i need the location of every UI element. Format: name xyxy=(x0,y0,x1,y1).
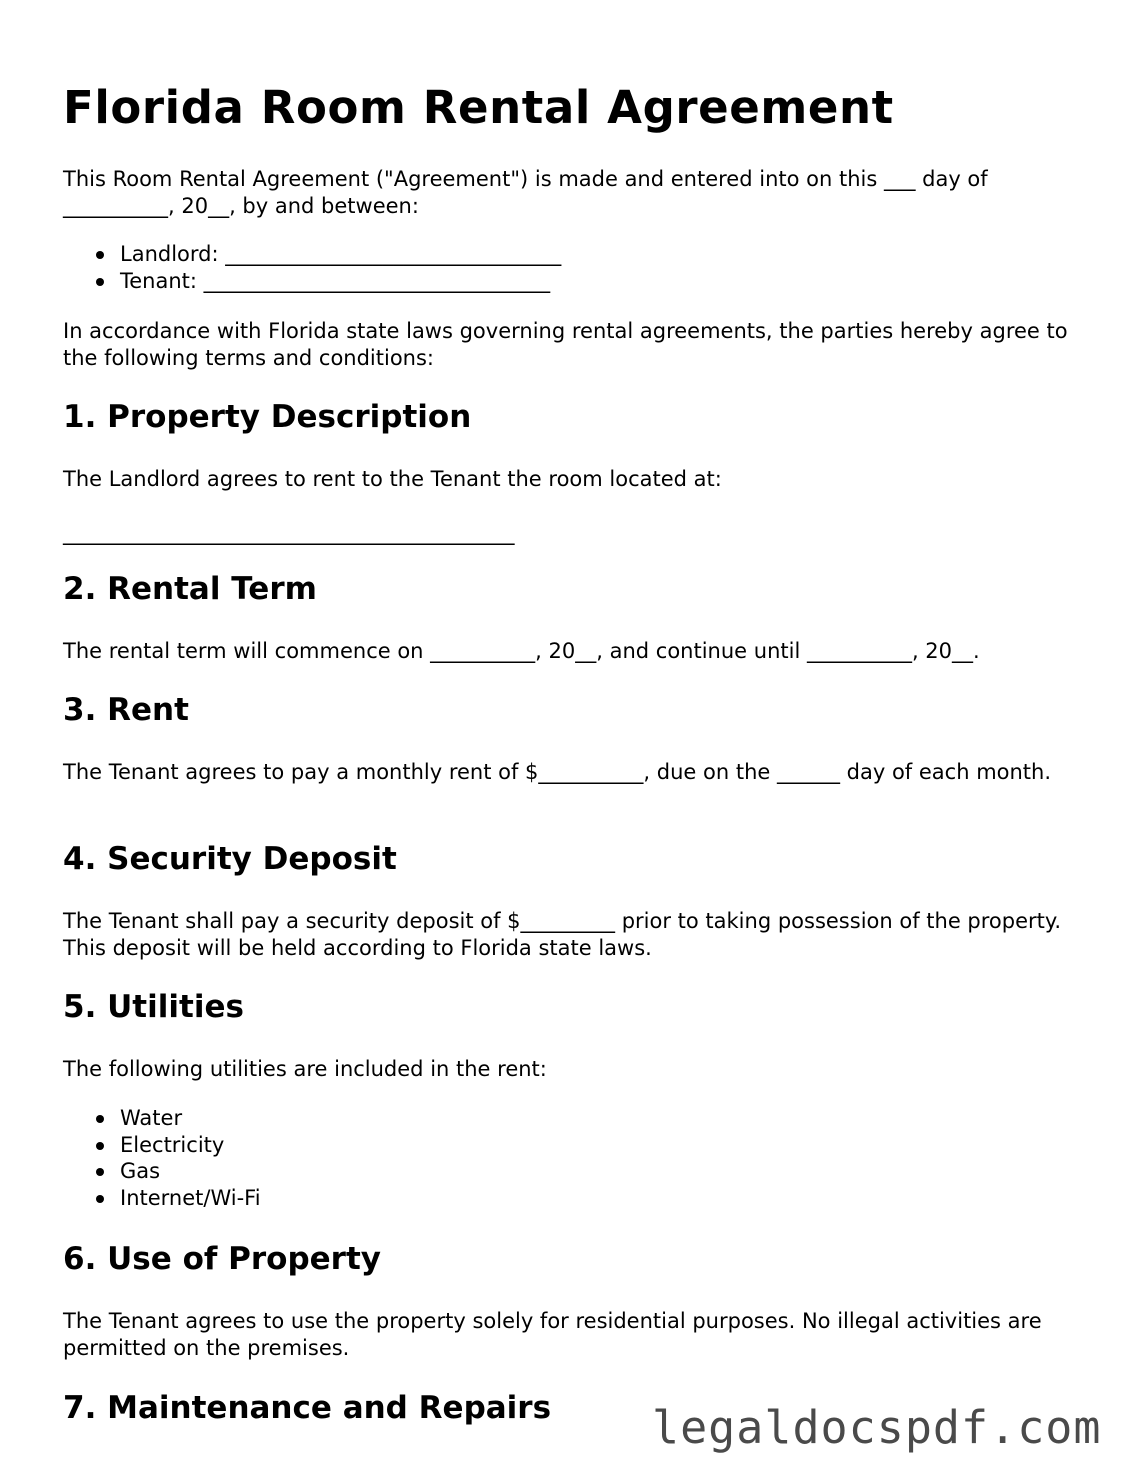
rent-text: The Tenant agrees to pay a monthly rent of $__________, due on the ______ day of each month. xyxy=(63,760,1052,784)
section-heading-deposit: 4. Security Deposit xyxy=(63,841,397,877)
list-item: Water xyxy=(63,1105,261,1132)
list-item: Electricity xyxy=(63,1132,261,1159)
intro-paragraph: This Room Rental Agreement ("Agreement") is made and entered into on this ___ day of __________, 20__, by and between: xyxy=(63,167,988,218)
section-heading-utilities: 5. Utilities xyxy=(63,989,244,1025)
deposit-text: The Tenant shall pay a security deposit of $_________ prior to taking possession of the property. This deposit will be held according to Florida state laws. xyxy=(63,909,1061,960)
property-text: The Landlord agrees to rent to the Tenant the room located at: xyxy=(63,467,722,491)
list-item: Internet/Wi-Fi xyxy=(63,1185,261,1212)
watermark-text: legaldocspdf.com xyxy=(652,1401,1102,1454)
list-item: Landlord: ________________________________ xyxy=(63,241,561,268)
term-text: The rental term will commence on __________, 20__, and continue until __________, 20__. xyxy=(63,639,980,663)
utilities-list xyxy=(63,1105,261,1211)
section-heading-use: 6. Use of Property xyxy=(63,1241,381,1277)
list-item: Gas xyxy=(63,1158,261,1185)
section-heading-term: 2. Rental Term xyxy=(63,571,317,607)
section-heading-property: 1. Property Description xyxy=(63,399,472,435)
section-heading-maintenance: 7. Maintenance and Repairs xyxy=(63,1390,552,1426)
preamble-paragraph: In accordance with Florida state laws governing rental agreements, the parties hereby agree to the following terms and conditions: xyxy=(63,319,1068,370)
property-address-line: ___________________________________________ xyxy=(63,521,515,545)
list-item: Tenant: _________________________________ xyxy=(63,268,561,295)
utilities-text: The following utilities are included in the rent: xyxy=(63,1057,547,1081)
parties-list xyxy=(63,241,561,294)
document-title: Florida Room Rental Agreement xyxy=(63,81,894,134)
section-heading-rent: 3. Rent xyxy=(63,692,189,728)
use-text: The Tenant agrees to use the property solely for residential purposes. No illegal activities are permitted on the premises. xyxy=(63,1309,1042,1360)
